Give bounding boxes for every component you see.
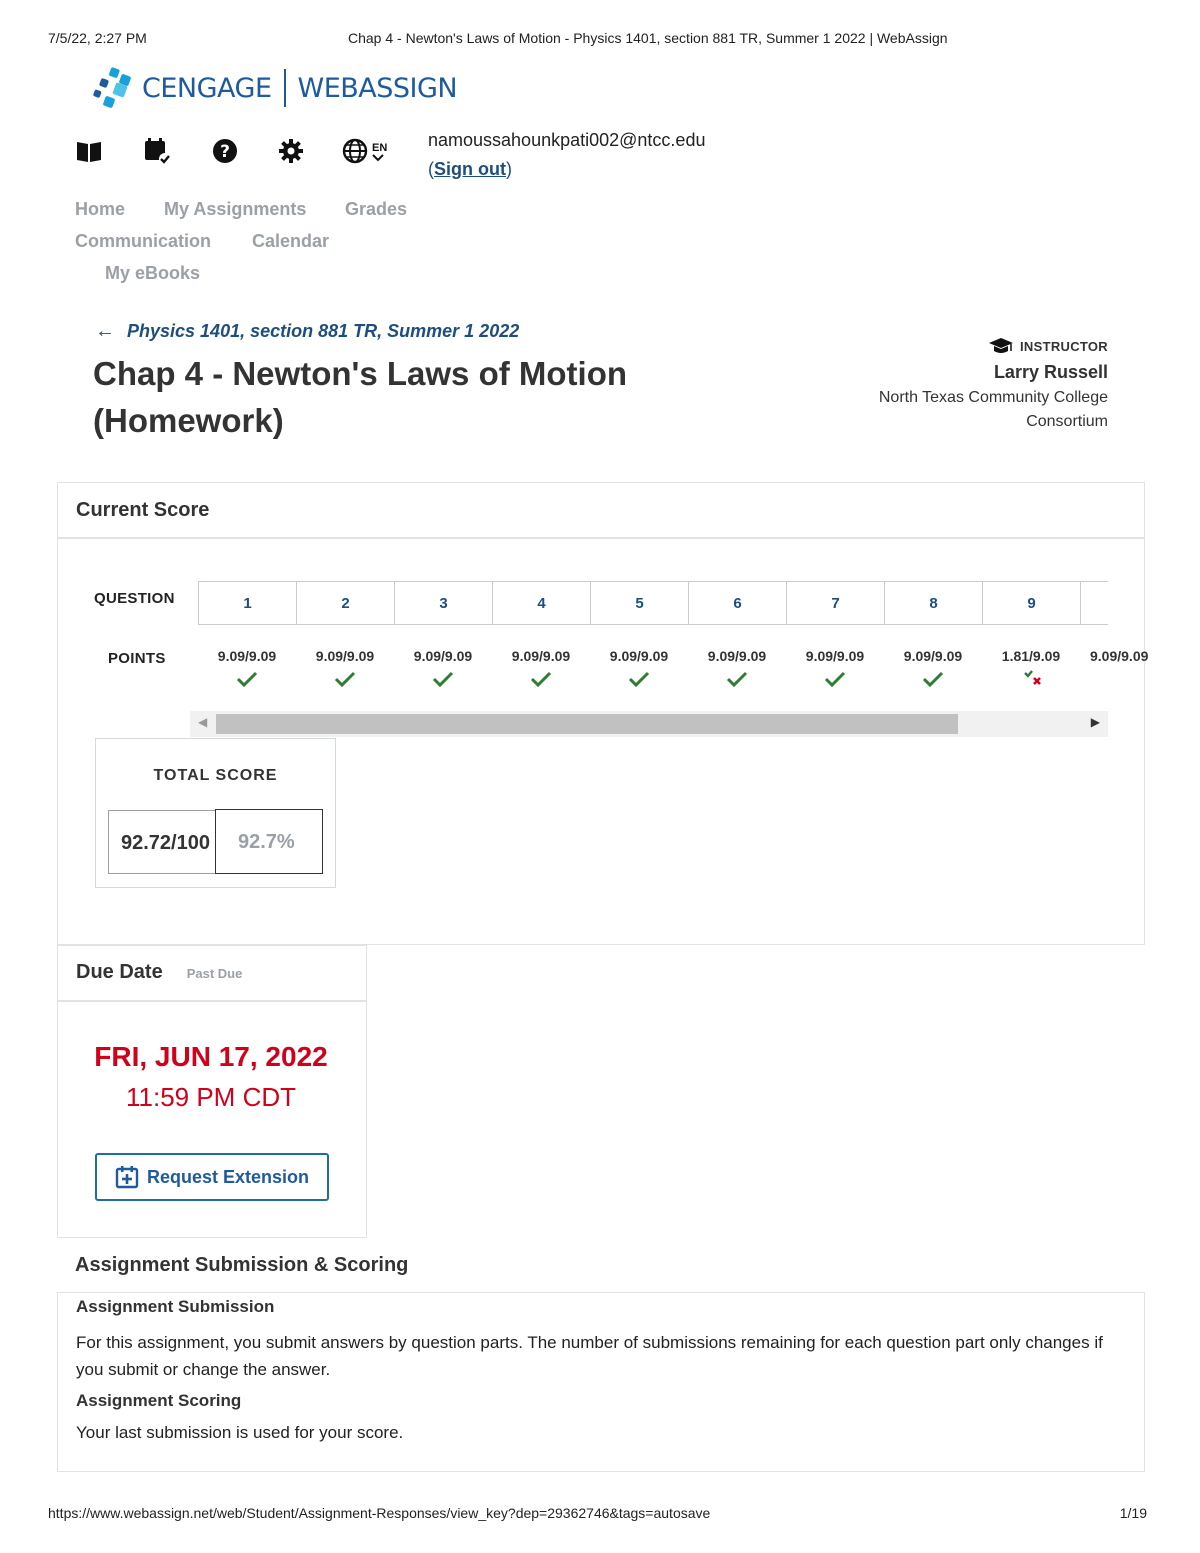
question-9-button[interactable]: 9 (982, 581, 1081, 625)
print-footer (48, 1505, 1152, 1525)
horizontal-scrollbar[interactable] (190, 711, 1108, 737)
question-6-button[interactable]: 6 (688, 581, 787, 625)
points-value: 9.09/9.09 (511, 648, 571, 664)
nav-home[interactable]: Home (75, 199, 126, 219)
correct-check-icon (332, 668, 358, 690)
settings-icon[interactable] (276, 136, 306, 166)
due-date-value: FRI, JUN 17, 2022 (94, 1041, 328, 1072)
due-time-value: 11:59 PM CDT (125, 1082, 296, 1112)
points-value: 9.09/9.09 (217, 648, 277, 664)
points-value: 9.09/9.09 (413, 648, 473, 664)
brand-cengage: CENGAGE (142, 72, 272, 104)
points-value: 1.81/9.09 (1001, 648, 1061, 664)
language-selector[interactable] (372, 143, 387, 165)
question-5-points (590, 648, 688, 690)
cengage-webassign-logo[interactable] (92, 66, 457, 110)
svg-text:?: ? (220, 142, 230, 162)
question-10-button[interactable] (1080, 581, 1108, 625)
correct-check-icon (234, 668, 260, 690)
print-title: Chap 4 - Newton's Laws of Motion - Physics 1401, section 881 TR, Summer 1 2022 | WebAssign (348, 30, 948, 46)
total-score-percent: 92.7% (215, 809, 323, 874)
question-3-button[interactable]: 3 (394, 581, 493, 625)
graduation-cap-icon (988, 338, 1014, 354)
instructor-label-row (808, 338, 1108, 354)
correct-check-icon (822, 668, 848, 690)
due-date-header (58, 946, 366, 1002)
question-row-label: QUESTION (94, 590, 175, 607)
instructor-label: INSTRUCTOR (1020, 338, 1108, 354)
request-extension-label: Request Extension (146, 1166, 310, 1187)
submission-title: Assignment Submission (76, 1297, 275, 1316)
points-row-label: POINTS (108, 650, 166, 667)
print-url: https://www.webassign.net/web/Student/Assignment-Responses/view_key?dep=29362746&tags=autosave (48, 1505, 711, 1521)
submission-text: For this assignment, you submit answers by question parts. The number of submissions remaining for each question part only changes if you submit or change the answer. (76, 1333, 1103, 1379)
user-email: namoussahounkpati002@ntcc.edu (428, 130, 706, 150)
cengage-logo-icon (92, 67, 134, 109)
total-score-label: TOTAL SCORE (153, 767, 278, 784)
question-4-points (492, 648, 590, 690)
correct-check-icon (528, 668, 554, 690)
submission-scoring-header: Assignment Submission & Scoring (75, 1254, 409, 1276)
total-score-box (95, 738, 336, 888)
book-icon[interactable] (74, 136, 104, 166)
question-9-points (982, 648, 1080, 690)
correct-check-icon (920, 668, 946, 690)
question-8-points (884, 648, 982, 690)
calendar-plus-icon (115, 1165, 139, 1189)
points-value: 9.09/9.09 (805, 648, 865, 664)
arrow-left-icon: ← (95, 320, 115, 342)
current-score-panel (57, 482, 1149, 945)
question-2-button[interactable]: 2 (296, 581, 395, 625)
correct-check-icon (626, 668, 652, 690)
question-6-points (688, 648, 786, 690)
brand-webassign: WEBASSIGN (297, 72, 458, 104)
chevron-down-icon (372, 154, 384, 162)
page-title: Chap 4 - Newton's Laws of Motion (Homework) (93, 355, 628, 439)
question-10-points (1080, 648, 1149, 664)
instructor-info (808, 338, 1108, 434)
course-breadcrumb[interactable] (95, 320, 519, 343)
points-value: 9.09/9.09 (707, 648, 767, 664)
question-7-points (786, 648, 884, 690)
scrollbar-thumb[interactable] (216, 714, 958, 734)
scroll-left-icon[interactable]: ◀ (198, 715, 208, 729)
question-7-button[interactable]: 7 (786, 581, 885, 625)
points-value: 9.09/9.09 (1090, 648, 1149, 664)
question-5-button[interactable]: 5 (590, 581, 689, 625)
brand-divider (284, 69, 286, 107)
scoring-title: Assignment Scoring (76, 1391, 242, 1410)
points-value: 9.09/9.09 (609, 648, 669, 664)
points-value: 9.09/9.09 (903, 648, 963, 664)
submission-scoring-panel (57, 1238, 1145, 1472)
past-due-badge: Past Due (186, 966, 243, 981)
question-8-button[interactable]: 8 (884, 581, 983, 625)
instructor-org: North Texas Community College Consortium (878, 389, 1108, 430)
current-score-header: Current Score (58, 483, 1144, 539)
submission-scoring-body (57, 1292, 1145, 1472)
instructor-name: Larry Russell (993, 362, 1108, 382)
question-1-points (198, 648, 296, 690)
points-value: 9.09/9.09 (315, 648, 375, 664)
scoring-text: Your last submission is used for your score. (76, 1423, 404, 1442)
nav-communication[interactable]: Communication (75, 231, 212, 251)
signout-link[interactable]: Sign out (434, 159, 506, 179)
language-label: EN (372, 142, 388, 154)
due-date-title: Due Date (76, 961, 163, 983)
request-extension-button[interactable] (95, 1153, 329, 1201)
correct-check-icon (430, 668, 456, 690)
signout-wrapper: (Sign out) (428, 159, 512, 179)
total-score-value: 92.72/100 (108, 810, 216, 874)
print-date: 7/5/22, 2:27 PM (48, 30, 147, 46)
question-1-button[interactable]: 1 (198, 581, 297, 625)
due-date-panel (57, 945, 367, 1238)
print-page-number: 1/19 (1119, 1505, 1147, 1521)
course-name: Physics 1401, section 881 TR, Summer 1 2022 (127, 321, 520, 341)
partial-credit-icon (1018, 668, 1044, 690)
question-4-button[interactable]: 4 (492, 581, 591, 625)
question-2-points (296, 648, 394, 690)
nav-calendar[interactable]: Calendar (252, 231, 330, 251)
nav-my-assignments[interactable]: My Assignments (164, 199, 307, 219)
scroll-right-icon[interactable]: ▶ (1090, 715, 1100, 729)
question-3-points (394, 648, 492, 690)
globe-icon[interactable] (340, 136, 370, 166)
help-icon[interactable] (210, 136, 240, 166)
calendar-check-icon[interactable] (142, 136, 172, 166)
correct-check-icon (724, 668, 750, 690)
nav-grades[interactable]: Grades (345, 199, 408, 219)
nav-my-ebooks[interactable]: My eBooks (105, 263, 201, 283)
print-header (48, 30, 1152, 50)
